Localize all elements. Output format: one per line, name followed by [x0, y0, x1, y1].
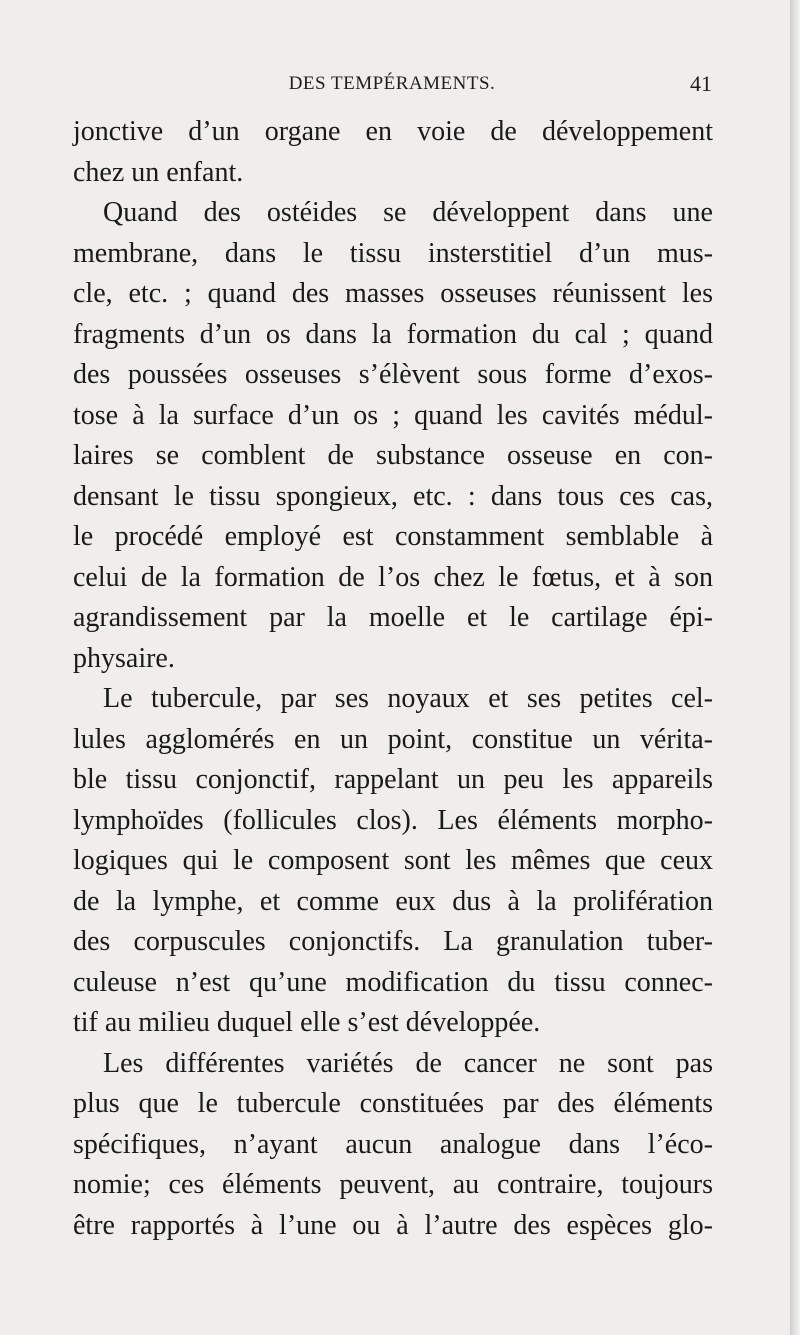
body-text [73, 112, 713, 1246]
text-line: de la lymphe, et comme eux dus à la prolifération [73, 885, 713, 917]
page-edge [790, 0, 800, 1335]
text-line: Les différentes variétés de cancer ne sont pas [103, 1047, 713, 1079]
text-line: laires se comblent de substance osseuse en con- [73, 440, 713, 471]
paragraph [73, 112, 713, 193]
text-line: chez un enfant. [73, 156, 244, 188]
text-line: être rapportés à l’une ou à l’autre des espèces glo- [73, 1209, 713, 1241]
running-title: DES TEMPÉRAMENTS. [288, 73, 496, 94]
text-line: des corpuscules conjonctifs. La granulation tuber- [73, 926, 713, 957]
text-line: lules agglomérés en un point, constitue un vérita- [73, 723, 713, 755]
text-line: plus que le tubercule constituées par des éléments [73, 1088, 713, 1119]
text-line: spécifiques, n’ayant aucun analogue dans l’éco- [73, 1128, 713, 1160]
text-line: membrane, dans le tissu insterstitiel d’un mus- [73, 237, 713, 269]
paragraph [73, 1044, 713, 1247]
text-line: tose à la surface d’un os ; quand les cavités médul- [73, 399, 713, 431]
text-line: Le tubercule, par ses noyaux et ses petites cel- [103, 683, 713, 714]
text-line: physaire. [73, 642, 175, 674]
text-line: fragments d’un os dans la formation du cal ; quand [73, 318, 713, 350]
paragraph [73, 193, 713, 679]
page-number: 41 [690, 71, 712, 96]
text-line: agrandissement par la moelle et le cartilage épi- [73, 602, 713, 633]
text-line: lymphoïdes (follicules clos). Les éléments morpho- [73, 804, 713, 836]
text-line: densant le tissu spongieux, etc. : dans tous ces cas, [73, 480, 713, 512]
text-line: culeuse n’est qu’une modification du tissu connec- [73, 966, 713, 998]
text-line: nomie; ces éléments peuvent, au contraire, toujours [73, 1169, 713, 1200]
paragraph [73, 679, 713, 1044]
text-line: des poussées osseuses s’élèvent sous forme d’exos- [73, 359, 713, 390]
running-head [72, 71, 712, 101]
text-line: ble tissu conjonctif, rappelant un peu les appareils [73, 764, 713, 795]
text-line: Quand des ostéides se développent dans une [103, 197, 713, 228]
text-line: cle, etc. ; quand des masses osseuses réunissent les [73, 278, 713, 309]
text-line: jonctive d’un organe en voie de développement [73, 116, 713, 147]
text-line: tif au milieu duquel elle s’est développée. [73, 1007, 541, 1038]
text-line: logiques qui le composent sont les mêmes que ceux [73, 845, 713, 876]
text-line: le procédé employé est constamment semblable à [73, 521, 713, 552]
text-line: celui de la formation de l’os chez le fœtus, et à son [73, 561, 713, 593]
